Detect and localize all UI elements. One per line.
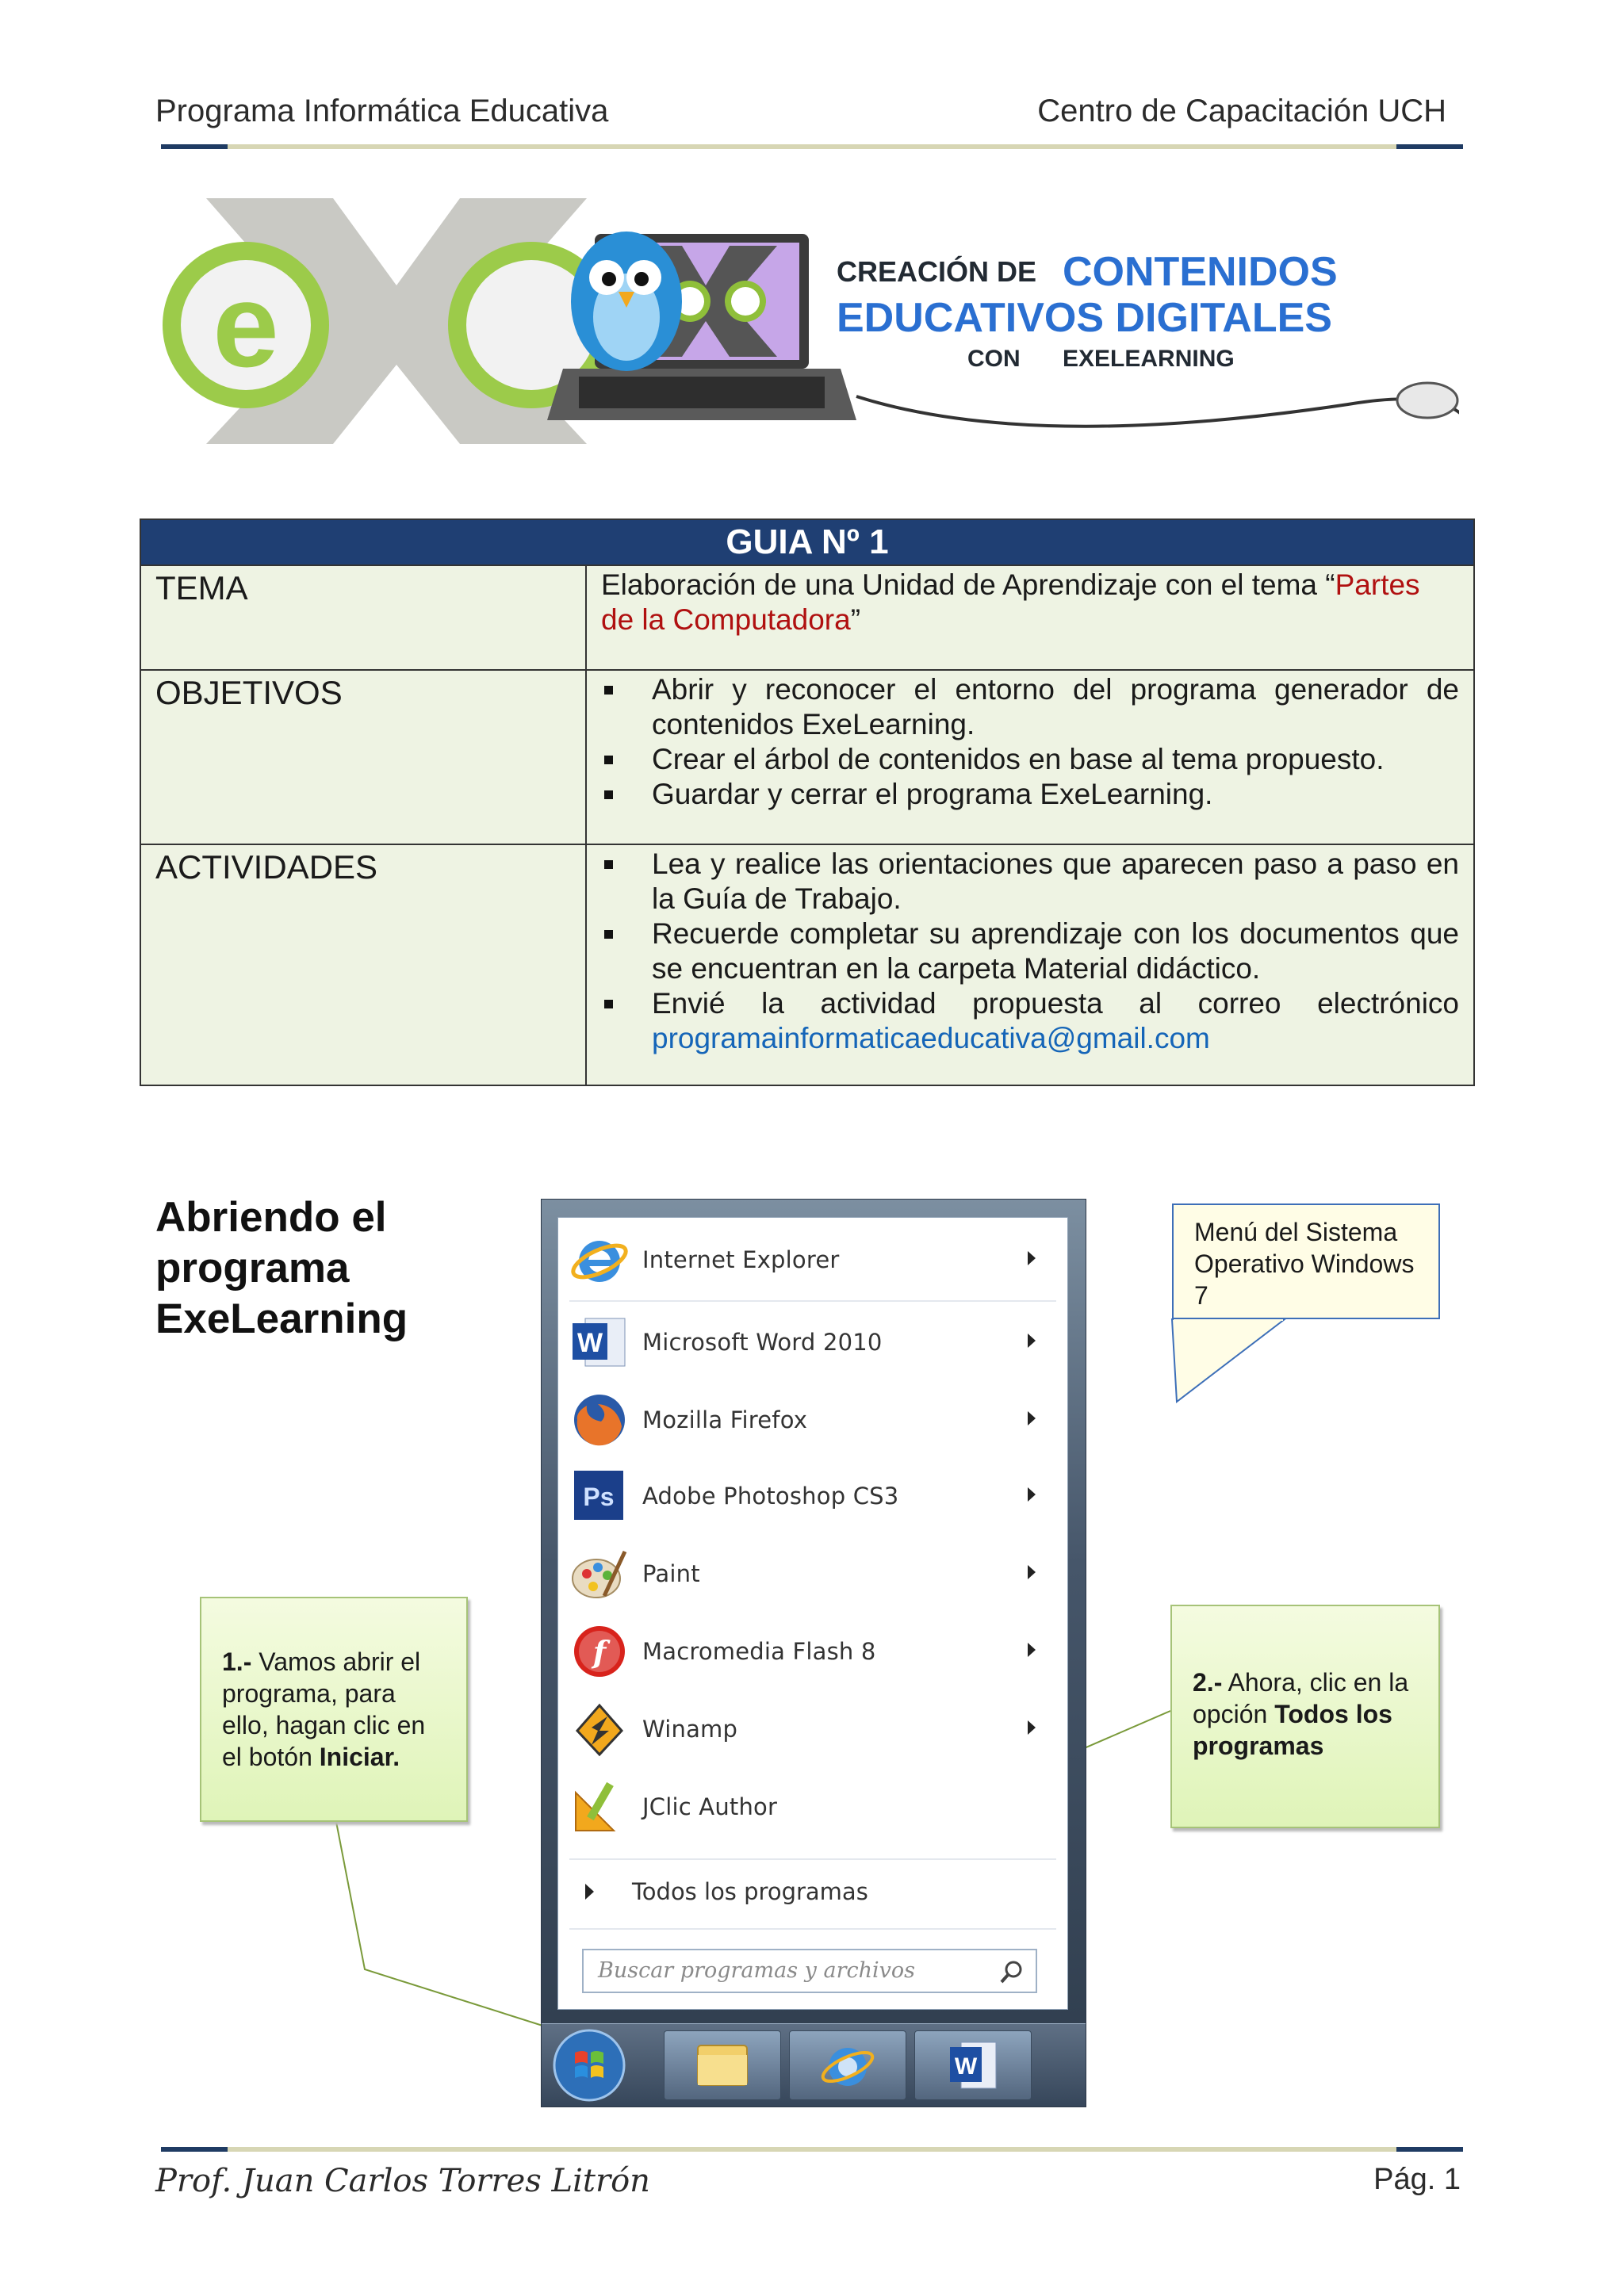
svg-text:EXELEARNING: EXELEARNING	[1063, 346, 1235, 372]
tema-text: Elaboración de una Unidad de Aprendizaje con el tema “Partes de la Computadora”	[601, 568, 1420, 636]
email-link[interactable]: programainformaticaeducativa@gmail.com	[652, 1022, 1210, 1054]
start-menu	[541, 1199, 1086, 2107]
svg-text:EDUCATIVOS DIGITALES: EDUCATIVOS DIGITALES	[837, 295, 1332, 341]
svg-text:CREACIÓN DE: CREACIÓN DE	[837, 255, 1037, 288]
callout-step2: 2.- Ahora, clic en la opción Todos los programas	[1170, 1605, 1440, 1828]
svg-text:W: W	[576, 1328, 603, 1358]
list-item: Lea y realice las orientaciones que aparecen paso a paso en la Guía de Trabajo.	[601, 847, 1459, 916]
search-input[interactable]: Buscar programas y archivos	[582, 1949, 1037, 1993]
menu-item-photoshop[interactable]: Ps Adobe Photoshop CS3	[565, 1460, 1056, 1532]
list-item: Abrir y reconocer el entorno del programa generador de contenidos ExeLearning.	[601, 672, 1459, 742]
word-icon	[569, 1312, 630, 1372]
menu-item-firefox[interactable]: Mozilla Firefox	[565, 1384, 1056, 1456]
callout-menu-note: Menú del Sistema Operativo Windows 7	[1172, 1203, 1440, 1319]
folder-icon	[665, 2031, 780, 2099]
paint-icon	[569, 1544, 630, 1604]
list-item: Crear el árbol de contenidos en base al tema propuesto.	[601, 742, 1459, 777]
callout-step1: 1.- Vamos abrir el programa, para ello, hagan clic en el botón Iniciar.	[200, 1597, 468, 1822]
header-center-title: Centro de Capacitación UCH	[1037, 94, 1446, 128]
chevron-right-icon	[585, 1884, 594, 1900]
list-item: Envié la actividad propuesta al correo electrónico programainformaticaeducativa@gmail.com	[601, 986, 1459, 1056]
winamp-icon	[569, 1699, 630, 1759]
header-program-title: Programa Informática Educativa	[155, 94, 609, 128]
guia-title: GUIA Nº 1	[141, 520, 1473, 566]
list-item: Guardar y cerrar el programa ExeLearning.	[601, 777, 1459, 812]
start-button-icon[interactable]	[551, 2027, 627, 2103]
svg-text:f: f	[592, 1634, 607, 1670]
all-programs-button[interactable]: Todos los programas	[574, 1869, 1050, 1914]
svg-text:W: W	[954, 2053, 978, 2080]
taskbar-explorer-button[interactable]	[664, 2030, 781, 2100]
svg-text:e: e	[213, 258, 279, 392]
svg-text:Ps: Ps	[583, 1483, 615, 1511]
actividades-label: ACTIVIDADES	[155, 848, 378, 886]
menu-item-flash[interactable]: f Macromedia Flash 8	[565, 1616, 1056, 1687]
internet-explorer-icon	[569, 1230, 630, 1290]
search-icon	[998, 1958, 1026, 1987]
jclic-icon	[569, 1777, 630, 1837]
menu-item-paint[interactable]: Paint	[565, 1538, 1056, 1609]
menu-item-winamp[interactable]: Winamp	[565, 1693, 1056, 1765]
footer-divider	[161, 2147, 1463, 2152]
firefox-icon	[569, 1390, 630, 1450]
list-item: Recuerde completar su aprendizaje con los documentos que se encuentran en la carpeta Material didáctico.	[601, 916, 1459, 986]
start-menu-panel	[557, 1217, 1068, 2010]
footer-author: Prof. Juan Carlos Torres Litrón	[155, 2163, 650, 2199]
taskbar-ie-button[interactable]	[789, 2030, 906, 2100]
menu-item-jclic[interactable]: JClic Author	[565, 1771, 1056, 1843]
word-icon	[915, 2031, 1031, 2099]
svg-text:CON: CON	[967, 346, 1021, 372]
menu-item-word[interactable]: W Microsoft Word 2010	[565, 1307, 1056, 1378]
internet-explorer-icon	[790, 2031, 906, 2099]
taskbar-word-button[interactable]	[914, 2030, 1032, 2100]
objetivos-label: OBJETIVOS	[155, 674, 343, 711]
menu-item-internet-explorer[interactable]: Internet Explorer	[565, 1224, 1056, 1295]
photoshop-icon	[569, 1466, 630, 1526]
tema-label: TEMA	[155, 569, 248, 607]
flash-icon	[569, 1621, 630, 1682]
section-title: Abriendo el programa ExeLearning	[155, 1194, 408, 1342]
svg-text:CONTENIDOS: CONTENIDOS	[1063, 249, 1338, 295]
page-number: Pág. 1	[1373, 2163, 1461, 2196]
taskbar	[542, 2023, 1086, 2107]
